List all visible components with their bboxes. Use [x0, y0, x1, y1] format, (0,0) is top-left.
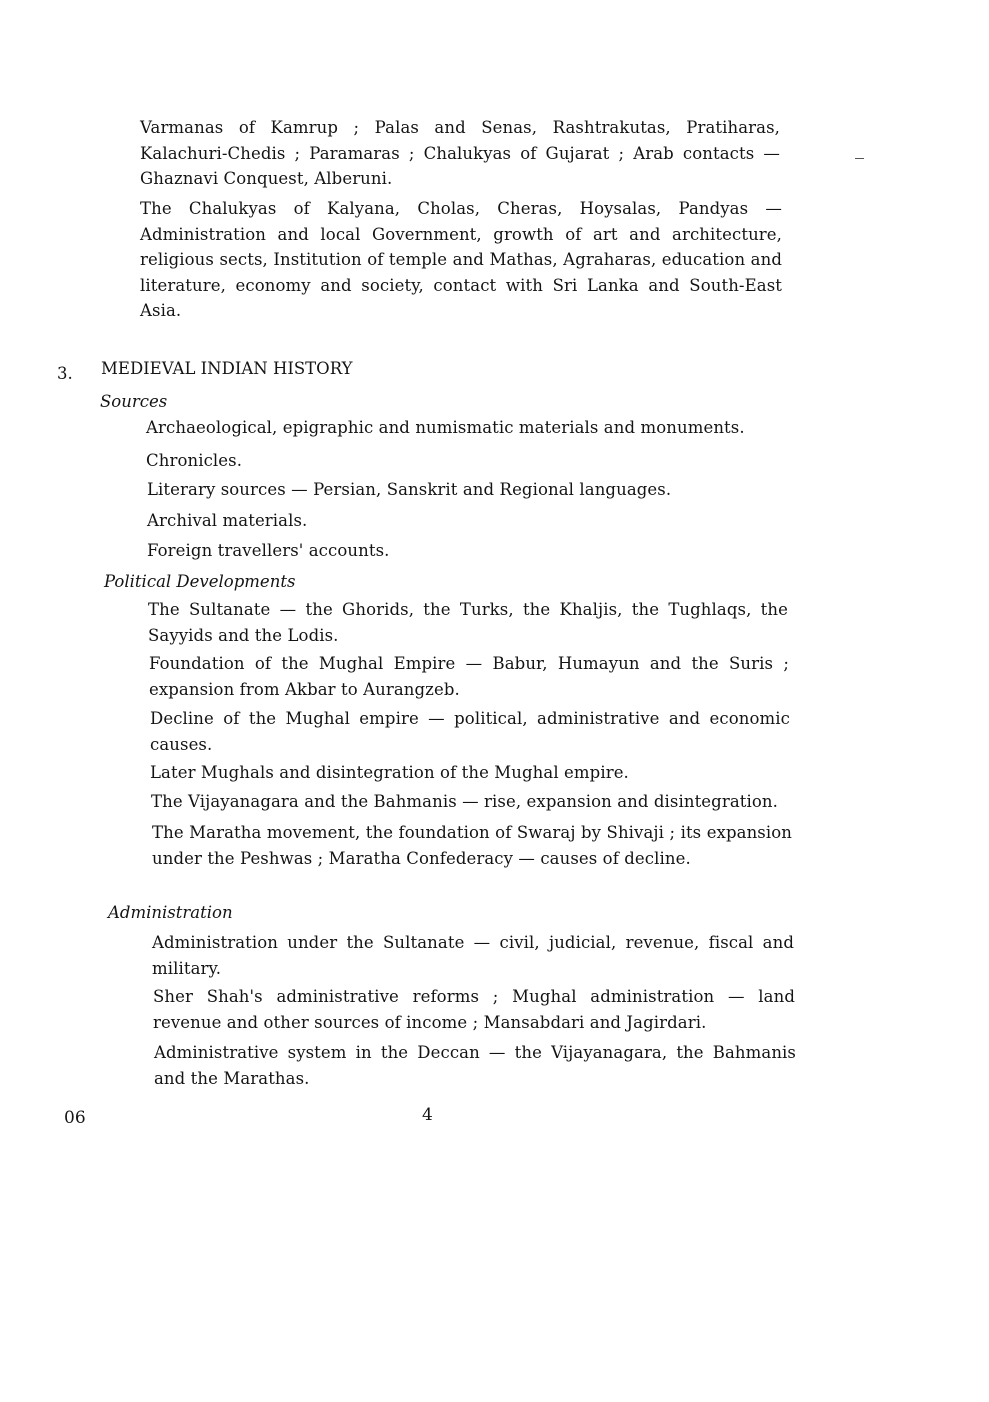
- list-item: Archaeological, epigraphic and numismatic materials and monuments.: [146, 418, 745, 437]
- intro-paragraph: Varmanas of Kamrup ; Palas and Senas, Rashtrakutas, Pratiharas, Kalachuri-Chedis ; Paramaras ; Chalukyas of Gujarat ; Arab contacts — Ghaznavi Conquest, Alberuni.: [140, 118, 780, 188]
- stray-mark: [855, 158, 864, 159]
- page-number: 4: [422, 1105, 433, 1125]
- list-item: Chronicles.: [146, 451, 243, 470]
- list-item: The Vijayanagara and the Bahmanis — rise, expansion and disintegration.: [151, 792, 778, 811]
- sources-heading: Sources: [100, 392, 168, 411]
- list-item: Literary sources — Persian, Sanskrit and Regional languages.: [147, 480, 672, 499]
- list-item: Archival materials.: [147, 511, 308, 530]
- list-item: The Sultanate — the Ghorids, the Turks, the Khaljis, the Tughlaqs, the Sayyids and the Lodis.: [148, 600, 788, 645]
- list-item: Sher Shah's administrative reforms ; Mughal administration — land revenue and other sources of income ; Mansabdari and Jagirdari.: [153, 987, 795, 1032]
- list-item: Administrative system in the Deccan — the Vijayanagara, the Bahmanis and the Marathas.: [154, 1043, 796, 1088]
- list-item: Decline of the Mughal empire — political, administrative and economic causes.: [150, 709, 790, 754]
- list-item: The Maratha movement, the foundation of Swaraj by Shivaji ; its expansion under the Peshwas ; Maratha Confederacy — causes of decline.: [152, 823, 792, 868]
- section-title: MEDIEVAL INDIAN HISTORY: [101, 359, 353, 378]
- document-code: 06: [64, 1108, 86, 1128]
- intro-paragraph: The Chalukyas of Kalyana, Cholas, Cheras, Hoysalas, Pandyas — Administration and local Government, growth of art and architecture, religious sects, Institution of temple and Mathas, Agraharas, education and literature, economy and society, contact with Sri Lanka and South-East Asia.: [140, 199, 782, 320]
- list-item: Later Mughals and disintegration of the Mughal empire.: [150, 763, 629, 782]
- section-number: 3.: [57, 364, 73, 383]
- list-item: Administration under the Sultanate — civil, judicial, revenue, fiscal and military.: [152, 933, 794, 978]
- list-item: Foreign travellers' accounts.: [147, 541, 390, 560]
- administration-heading: Administration: [108, 903, 233, 922]
- political-heading: Political Developments: [104, 572, 296, 591]
- list-item: Foundation of the Mughal Empire — Babur, Humayun and the Suris ; expansion from Akbar to Aurangzeb.: [149, 654, 789, 699]
